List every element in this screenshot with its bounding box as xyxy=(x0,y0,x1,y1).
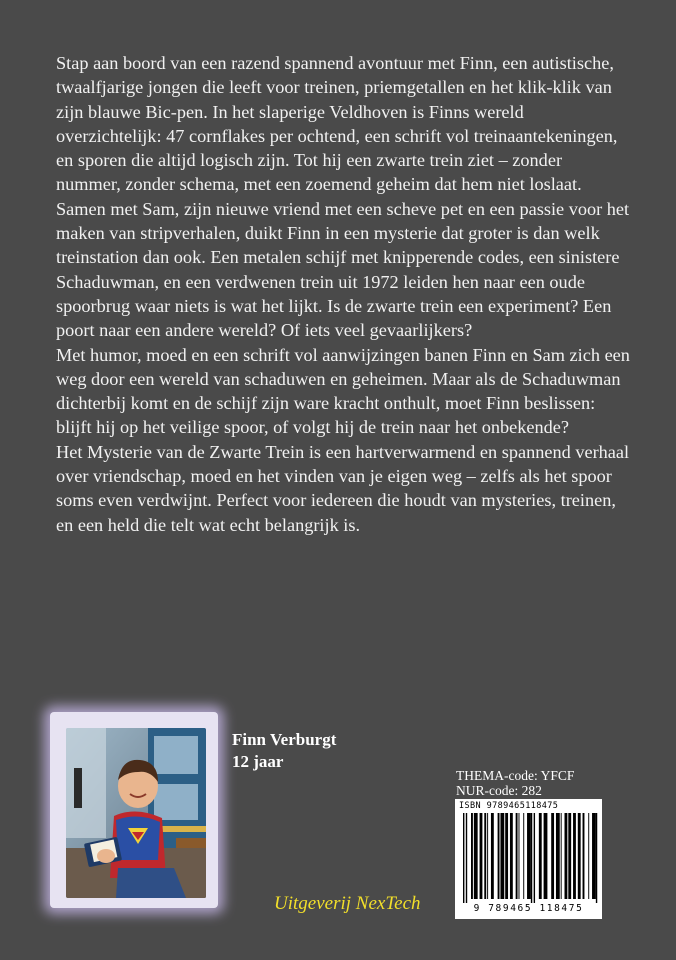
blurb-paragraph-3: Het Mysterie van de Zwarte Trein is een hartverwarmend en spannend verhaal over vriendschap, moed en het vinden van je eigen weg – zelfs als het spoor soms even verdwijnt. Perfect voor iedereen die houdt van mysteries, treinen, en een held die telt wat echt belangrijk is. xyxy=(56,441,630,535)
nur-code: NUR-code: 282 xyxy=(456,783,542,798)
back-cover-blurb xyxy=(56,51,630,537)
author-photo-frame xyxy=(50,712,218,908)
author-photo xyxy=(66,728,206,898)
blurb-paragraph-2: Met humor, moed en een schrift vol aanwijzingen banen Finn en Sam zich een weg door een wereld van schaduwen en geheimen. Maar als de Schaduwman dichterbij komt en de schijf zijn ware kracht onthult, moet Finn beslissen: blijft hij op het veilige spoor, of volgt hij de trein naar het onbekende? xyxy=(56,344,630,438)
thema-code: THEMA-code: YFCF xyxy=(456,768,575,783)
barcode-digits: 9 789465 118475 xyxy=(473,903,584,914)
author-name: Finn Verburgt xyxy=(232,730,337,749)
blurb-paragraph-1: Stap aan boord van een razend spannend avontuur met Finn, een autistische, twaalfjarige jongen die leeft voor treinen, priemgetallen en het klik-klik van zijn blauwe Bic-pen. In het slaperige Veldhoven is Finns wereld overzichtelijk: 47 cornflakes per ochtend, een schrift vol treinaantekeningen, en sporen die altijd logisch zijn. Tot hij een zwarte trein ziet – zonder nummer, zonder schema, met een zoemend geheim dat hem niet loslaat. Samen met Sam, zijn nieuwe vriend met een scheve pet en een passie voor het maken van stripverhalen, duikt Finn in een mysterie dat groter is dan welk treinstation dan ook. Een metalen schijf met knipperende codes, een sinistere Schaduwman, en een verdwenen trein uit 1972 leiden hen naar een oude spoorbrug waar niets is wat het lijkt. Is de zwarte trein een experiment? Een poort naar een andere wereld? Of iets veel gevaarlijkers? xyxy=(56,53,630,341)
publisher-name: Uitgeverij NexTech xyxy=(274,893,421,914)
author-age: 12 jaar xyxy=(232,752,284,771)
isbn-barcode xyxy=(455,799,602,919)
barcode-bars xyxy=(459,813,598,903)
isbn-label: ISBN 9789465118475 xyxy=(459,801,559,811)
